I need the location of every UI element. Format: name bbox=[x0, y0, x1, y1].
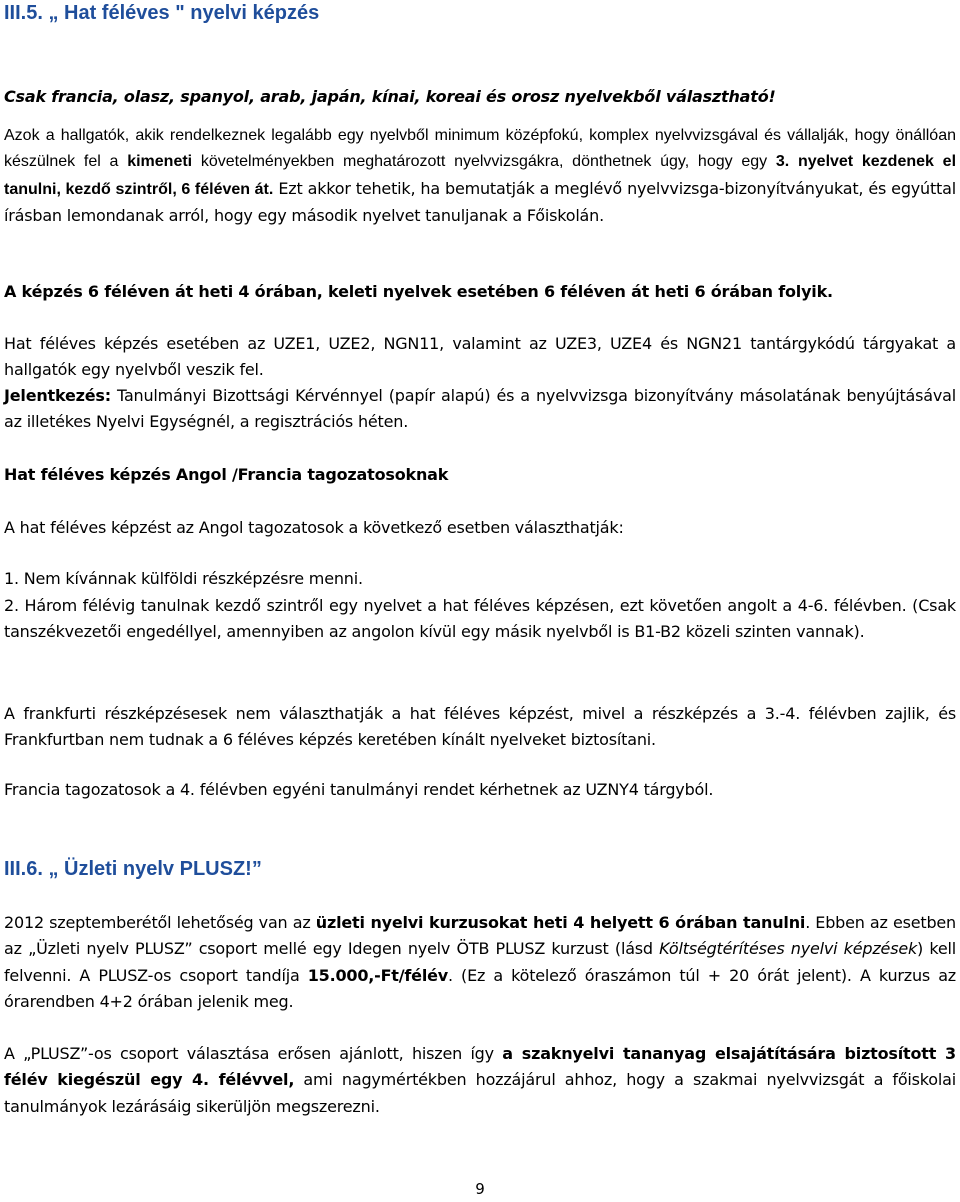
paragraph-francia: Francia tagozatosok a 4. félévben egyéni tanulmányi rendet kérhetnek az UZNY4 tárgyból. bbox=[4, 780, 714, 799]
paragraph-intro bbox=[4, 123, 956, 231]
plusz-text-e: ) kell felvenni. A PLUSZ-os csoport tandíja bbox=[4, 939, 956, 985]
paragraph-plusz-recommend bbox=[4, 1041, 956, 1120]
intro-text-a: Azok a hallgatók, akik rendelkeznek legalább egy nyelvből minimum középfokú, komplex nyelvvizsgával és vállalják, hogy önállóan készülnek fel a bbox=[4, 127, 956, 171]
intro-kimeneti: kimeneti bbox=[127, 153, 193, 171]
recommend-bold-b: a szaknyelvi tananyag elsajátítására biztosított 3 félév kiegészül egy 4. félévvel, bbox=[4, 1044, 956, 1090]
plusz-fee: 15.000,-Ft/félév bbox=[307, 965, 448, 985]
application-label: Jelentkezés: bbox=[4, 386, 111, 405]
paragraph-plusz-intro bbox=[4, 910, 956, 1016]
plusz-text-a: 2012 szeptemberétől lehetőség van az bbox=[4, 913, 316, 932]
plusz-bold-b: üzleti nyelvi kurzusokat heti 4 helyett 6 órában tanulni bbox=[315, 913, 806, 932]
plusz-text-g: . (Ez a kötelező óraszámon túl + 20 órát jelent). A kurzus az órarendben 4+2 órában jelenik meg. bbox=[4, 965, 956, 1012]
section-heading-iii6: III.6. „ Üzleti nyelv PLUSZ!” bbox=[4, 858, 262, 880]
list-item-2: 2. Három félévig tanulnak kezdő szintről egy nyelvet a hat féléves képzésen, ezt követően angolt a 4-6. félévben. (Csak tanszékvezetői engedéllyel, amennyiben az angolon kívül egy másik nyelvből is B1-B2 közeli szinten vannak). bbox=[4, 596, 956, 642]
paragraph-course-codes: Hat féléves képzés esetében az UZE1, UZE2, NGN11, valamint az UZE3, UZE4 és NGN21 tantárgykódú tárgyakat a hallgatók egy nyelvből veszik fel. bbox=[4, 334, 956, 380]
paragraph-application bbox=[4, 383, 956, 436]
list-item-1: 1. Nem kívánnak külföldi részképzésre menni. bbox=[4, 569, 363, 588]
intro-text-c: követelményekben meghatározott nyelvvizsgákra, dönthetnek úgy, hogy egy bbox=[192, 153, 776, 171]
subheading-angol-francia: Hat féléves képzés Angol /Francia tagozatosoknak bbox=[4, 465, 449, 484]
recommend-text-a: A „PLUSZ”-os csoport választása erősen ajánlott, hiszen így bbox=[4, 1044, 503, 1063]
application-text: Tanulmányi Bizottsági Kérvénnyel (papír alapú) és a nyelvvizsga bizonyítvány másolatának benyújtásával az illetékes Nyelvi Egységnél, a regisztrációs héten. bbox=[4, 386, 956, 432]
paragraph-schedule: A képzés 6 féléven át heti 4 órában, keleti nyelvek esetében 6 féléven át heti 6 órában folyik. bbox=[4, 282, 833, 301]
plusz-italic-ref: Költségtérítéses nyelvi képzések bbox=[659, 939, 918, 959]
plusz-text-c: . Ebben az esetben az „Üzleti nyelv PLUSZ” csoport mellé egy Idegen nyelv ÖTB PLUSZ kurzust (lásd bbox=[4, 913, 957, 959]
section-heading-iii5: III.5. „ Hat féléves " nyelvi képzés bbox=[4, 2, 320, 24]
intro-bold-statement: 3. nyelvet kezdenek el tanulni, kezdő szintről, 6 féléven át. bbox=[4, 153, 957, 198]
paragraph-angol-cases: A hat féléves képzést az Angol tagozatosok a következő esetben választhatják: bbox=[4, 518, 624, 537]
paragraph-frankfurt: A frankfurti részképzésesek nem választhatják a hat féléves képzést, mivel a részképzés a 3.-4. félévben zajlik, és Frankfurtban nem tudnak a 6 féléves képzés keretében kínált nyelveket biztosítani. bbox=[4, 704, 956, 750]
recommend-text-c: ami nagymértékben hozzájárul ahhoz, hogy a szakmai nyelvvizsgát a főiskolai tanulmányok lezárásáig sikerüljön megszerezni. bbox=[4, 1070, 956, 1116]
italic-note: Csak francia, olasz, spanyol, arab, japán, kínai, koreai és orosz nyelvekből választható! bbox=[4, 87, 776, 106]
page-number: 9 bbox=[475, 1180, 485, 1198]
intro-text-e: Ezt akkor tehetik, ha bemutatják a meglévő nyelvvizsga-bizonyítványukat, és egyúttal írásban lemondanak arról, hogy egy második nyelvet tanuljanak a Főiskolán. bbox=[4, 178, 956, 226]
